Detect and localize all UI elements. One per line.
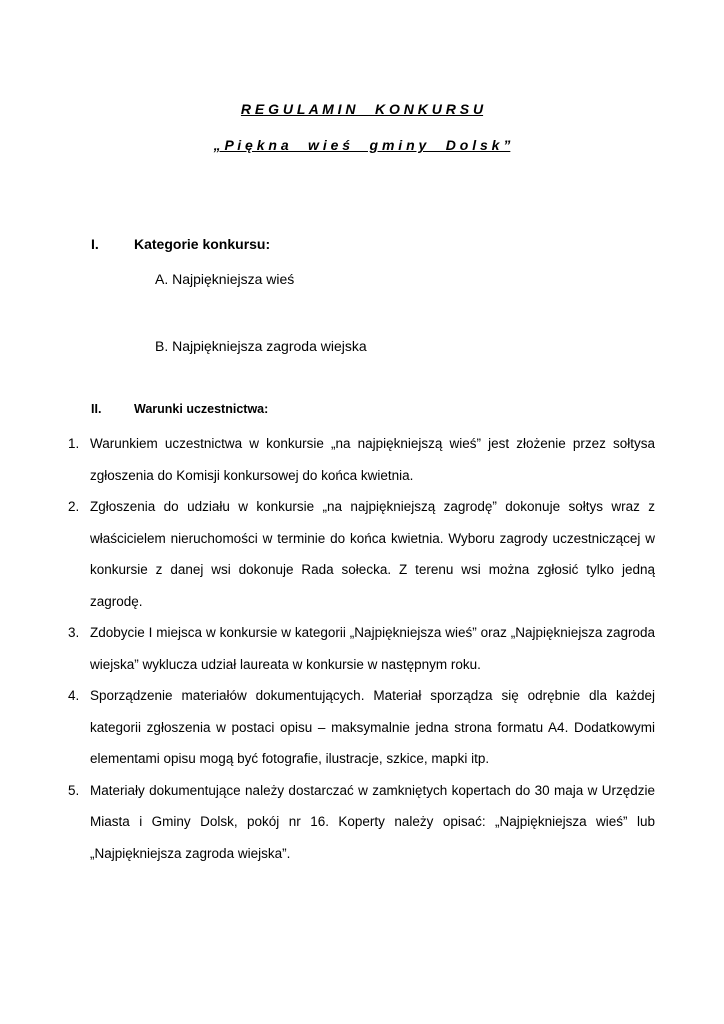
document-title: R E G U L A M I N K O N K U R S U [240, 101, 484, 117]
list-item-number: 1. [68, 436, 80, 451]
section-2-title: Warunki uczestnictwa: [134, 402, 269, 416]
list-item [0, 617, 724, 680]
list-item-text: Warunkiem uczestnictwa w konkursie „na najpiękniejszą wieś” jest złożenie przez sołtysa zgłoszenia do Komisji konkursowej do końca kwietnia. [90, 436, 655, 483]
section-2-number: II. [91, 402, 102, 416]
list-item-text: Zdobycie I miejsca w konkursie w kategorii „Najpiękniejsza wieś” oraz „Najpiękniejsza zagroda wiejska” wyklucza udział laureata w konkursie w następnym roku. [90, 625, 655, 672]
list-item-number: 2. [68, 499, 80, 514]
list-item-number: 4. [68, 688, 80, 703]
category-a: A. Najpiękniejsza wieś [155, 271, 295, 287]
list-item-number: 3. [68, 625, 80, 640]
list-item-number: 5. [68, 782, 80, 798]
section-1-number: I. [91, 236, 99, 252]
conditions-list [0, 428, 724, 869]
list-item-text: Sporządzenie materiałów dokumentujących. Materiał sporządza się odrębnie dla każdej kategorii zgłoszenia w postaci opisu – maksymalnie jedna strona formatu A4. Dodatkowymi elementami opisu mogą być fotografie, ilustracje, szkice, mapki itp. [90, 688, 655, 766]
list-item-text: Materiały dokumentujące należy dostarczać w zamkniętych kopertach do 30 maja w Urzędzie Miasta i Gminy Dolsk, pokój nr 16. Koperty należy opisać: „Najpiękniejsza wieś” lub „Najpiękniejsza zagroda wiejska”. [90, 782, 655, 861]
document-subtitle: „ P i ę k n a w i e ś g m i n y D o l s k ” [213, 137, 511, 153]
list-item [0, 680, 724, 775]
list-item [0, 428, 724, 491]
list-item [0, 491, 724, 617]
section-1-title: Kategorie konkursu: [134, 236, 271, 252]
list-item [0, 775, 724, 870]
list-item-text: Zgłoszenia do udziału w konkursie „na najpiękniejszą zagrodę” dokonuje sołtys wraz z właścicielem nieruchomości w terminie do końca kwietnia. Wyboru zagrody uczestniczącej w konkursie z danej wsi dokonuje Rada sołecka. Z terenu wsi można zgłosić tylko jedną zagrodę. [90, 499, 655, 609]
category-b: B. Najpiękniejsza zagroda wiejska [155, 338, 367, 354]
